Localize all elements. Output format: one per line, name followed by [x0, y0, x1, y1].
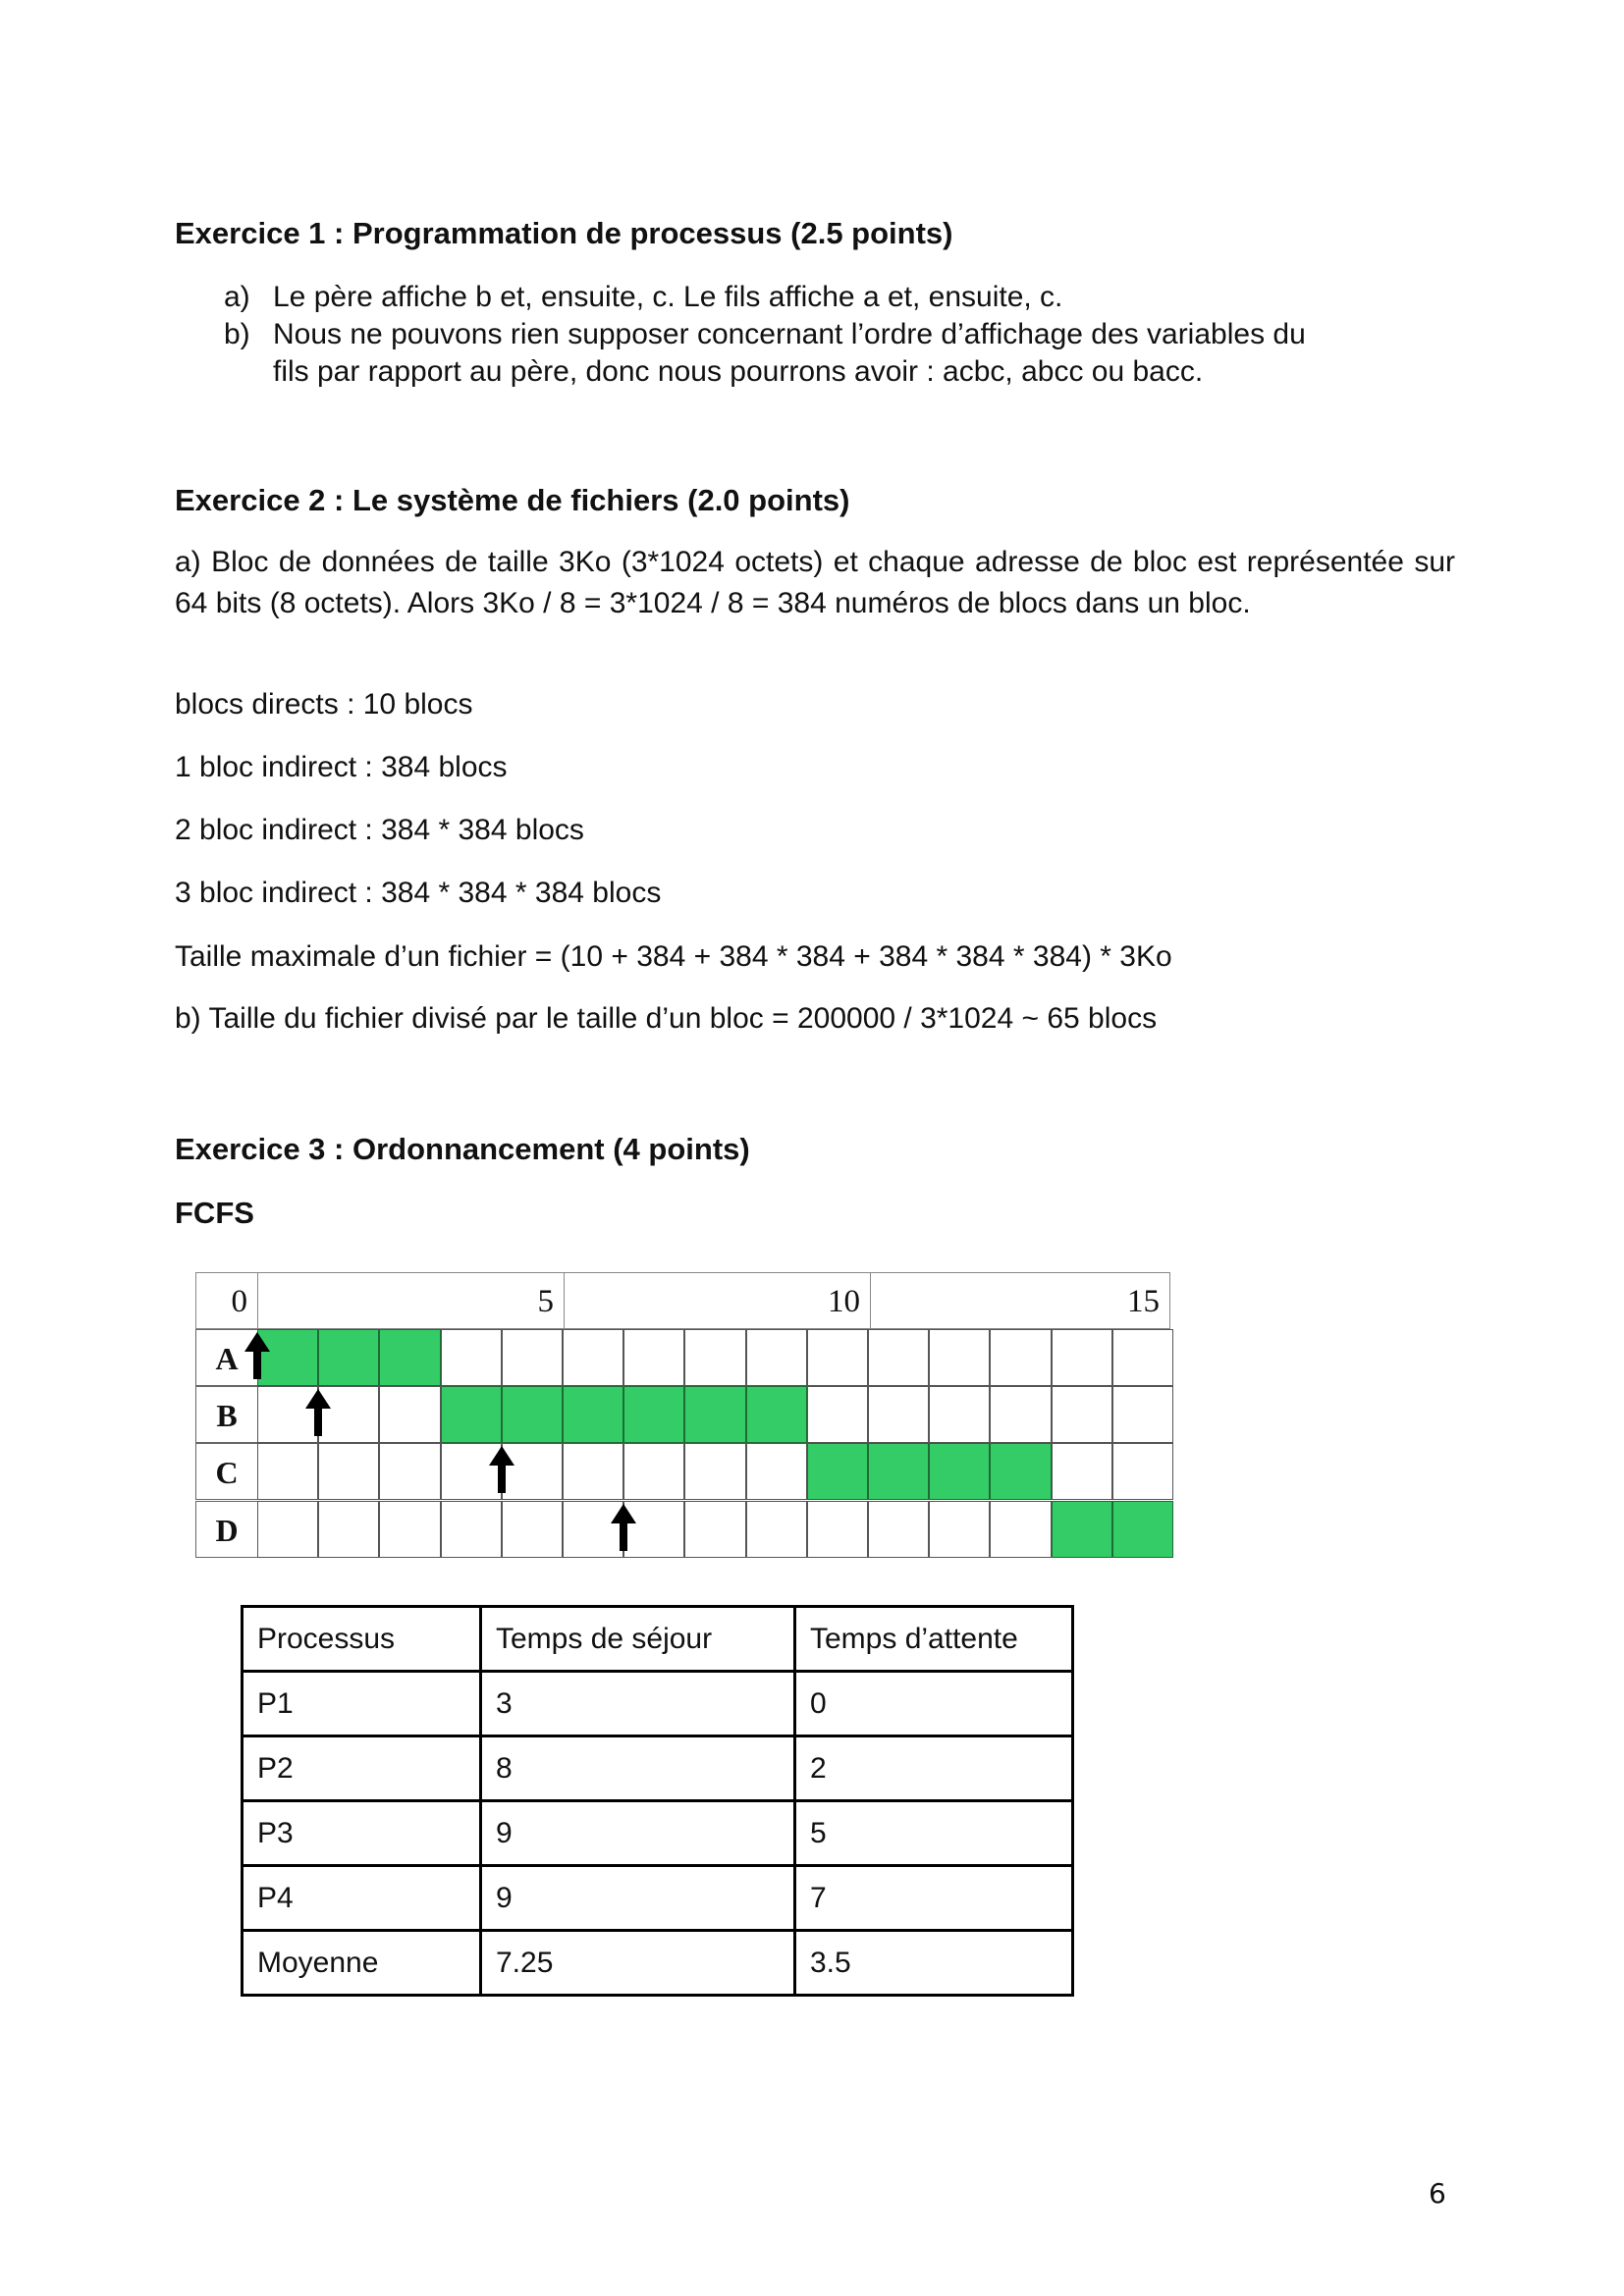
- table-cell: P1: [243, 1672, 481, 1736]
- gantt-cell: [1052, 1443, 1112, 1500]
- gantt-cell: [441, 1329, 502, 1386]
- gantt-cell: [807, 1329, 868, 1386]
- gantt-cell-running: [563, 1386, 623, 1443]
- table-row: [243, 1801, 1073, 1866]
- gantt-cell: [257, 1443, 318, 1500]
- process-label-c: C: [195, 1443, 258, 1500]
- list-marker: a): [224, 281, 250, 313]
- column-header: Temps d’attente: [795, 1607, 1073, 1672]
- answer-b: [224, 316, 1461, 391]
- table-cell: 0: [795, 1672, 1073, 1736]
- gantt-cell: [746, 1501, 807, 1558]
- page-number: 6: [1429, 2177, 1446, 2210]
- time-tick-15: 15: [870, 1272, 1170, 1329]
- gantt-cell: [623, 1443, 684, 1500]
- gantt-cell: [929, 1501, 990, 1558]
- gantt-cell: [746, 1329, 807, 1386]
- table-cell: P2: [243, 1736, 481, 1801]
- table-row: [243, 1736, 1073, 1801]
- time-tick-10: 10: [564, 1272, 871, 1329]
- single-indirect-line: 1 bloc indirect : 384 blocs: [175, 751, 508, 783]
- gantt-cell: [502, 1501, 563, 1558]
- gantt-cell: [929, 1329, 990, 1386]
- gantt-cell-running: [623, 1386, 684, 1443]
- gantt-cell: [990, 1329, 1051, 1386]
- direct-blocks-line: blocs directs : 10 blocs: [175, 688, 473, 721]
- gantt-cell: [868, 1329, 929, 1386]
- gantt-cell: [1052, 1329, 1112, 1386]
- gantt-cell: [868, 1501, 929, 1558]
- table-cell: 3.5: [795, 1931, 1073, 1996]
- table-cell: Moyenne: [243, 1931, 481, 1996]
- exercise-3-heading: Exercice 3 : Ordonnancement (4 points): [175, 1132, 750, 1166]
- gantt-cell: [1112, 1443, 1173, 1500]
- gantt-cell: [502, 1329, 563, 1386]
- gantt-cell-running: [868, 1443, 929, 1500]
- fcfs-subheading: FCFS: [175, 1196, 254, 1230]
- fcfs-gantt-chart: [195, 1272, 1170, 1559]
- double-indirect-line: 2 bloc indirect : 384 * 384 blocs: [175, 814, 584, 846]
- gantt-cell-running: [441, 1386, 502, 1443]
- gantt-cell: [807, 1386, 868, 1443]
- table-row: [243, 1866, 1073, 1931]
- gantt-cell: [746, 1443, 807, 1500]
- gantt-cell: [990, 1386, 1051, 1443]
- gantt-cell: [257, 1501, 318, 1558]
- gantt-cell-running: [929, 1443, 990, 1500]
- arrival-arrow-icon: [611, 1504, 636, 1551]
- table-cell: 8: [481, 1736, 795, 1801]
- gantt-cell: [1112, 1329, 1173, 1386]
- process-label-d: D: [195, 1501, 258, 1558]
- gantt-cell: [318, 1501, 379, 1558]
- answer-b-line: b) Taille du fichier divisé par le taille d’un bloc = 200000 / 3*1024 ~ 65 blocs: [175, 1002, 1158, 1035]
- max-file-size-line: Taille maximale d’un fichier = (10 + 384 + 384 * 384 + 384 * 384 * 384) * 3Ko: [175, 940, 1172, 973]
- gantt-cell: [563, 1443, 623, 1500]
- answer-a: [224, 279, 1461, 316]
- table-cell: 3: [481, 1672, 795, 1736]
- fcfs-results-table: [241, 1605, 1074, 1997]
- gantt-cell: [807, 1501, 868, 1558]
- gantt-cell: [1112, 1386, 1173, 1443]
- gantt-cell: [1052, 1386, 1112, 1443]
- gantt-cell: [868, 1386, 929, 1443]
- exercise-2-heading: Exercice 2 : Le système de fichiers (2.0 points): [175, 483, 850, 517]
- gantt-cell: [990, 1501, 1051, 1558]
- table-row: [243, 1672, 1073, 1736]
- gantt-cell: [379, 1443, 440, 1500]
- gantt-cell-running: [318, 1329, 379, 1386]
- exercise-1-answers: [224, 279, 1461, 391]
- gantt-cell-running: [746, 1386, 807, 1443]
- arrival-arrow-icon: [244, 1332, 270, 1379]
- triple-indirect-line: 3 bloc indirect : 384 * 384 * 384 blocs: [175, 877, 662, 909]
- table-header-row: [243, 1607, 1073, 1672]
- gantt-cell: [623, 1329, 684, 1386]
- table-row-average: [243, 1931, 1073, 1996]
- process-label-b: B: [195, 1386, 258, 1443]
- table-cell: 2: [795, 1736, 1073, 1801]
- arrival-arrow-icon: [489, 1446, 514, 1493]
- gantt-cell: [379, 1386, 440, 1443]
- table-cell: 9: [481, 1866, 795, 1931]
- answer-text-line: fils par rapport au père, donc nous pourrons avoir : acbc, abcc ou bacc.: [273, 355, 1204, 388]
- table-cell: 7: [795, 1866, 1073, 1931]
- answer-text-line: Nous ne pouvons rien supposer concernant l’ordre d’affichage des variables du: [273, 318, 1306, 350]
- gantt-cell-running: [502, 1386, 563, 1443]
- table-cell: P3: [243, 1801, 481, 1866]
- gantt-cell: [441, 1501, 502, 1558]
- gantt-cell-running: [1112, 1501, 1173, 1558]
- process-label-a: A: [195, 1329, 258, 1386]
- list-marker: b): [224, 318, 250, 350]
- table-cell: 9: [481, 1801, 795, 1866]
- answer-text: Le père affiche b et, ensuite, c. Le fils affiche a et, ensuite, c.: [273, 281, 1063, 313]
- gantt-cell: [929, 1386, 990, 1443]
- arrival-arrow-icon: [305, 1389, 331, 1436]
- gantt-cell: [684, 1443, 745, 1500]
- gantt-cell-running: [990, 1443, 1051, 1500]
- gantt-cell: [684, 1501, 745, 1558]
- exercise-2-paragraph-a: a) Bloc de données de taille 3Ko (3*1024 octets) et chaque adresse de bloc est représentée sur 64 bits (8 octets). Alors 3Ko / 8 = 3*1024 / 8 = 384 numéros de blocs dans un bloc.: [175, 546, 1455, 619]
- gantt-cell: [318, 1443, 379, 1500]
- exercise-1-heading: Exercice 1 : Programmation de processus (2.5 points): [175, 216, 953, 250]
- table-cell: P4: [243, 1866, 481, 1931]
- table-cell: 5: [795, 1801, 1073, 1866]
- gantt-cell-running: [379, 1329, 440, 1386]
- time-tick-0: 0: [195, 1272, 258, 1329]
- gantt-cell-running: [1052, 1501, 1112, 1558]
- gantt-cell-running: [684, 1386, 745, 1443]
- column-header: Processus: [243, 1607, 481, 1672]
- gantt-cell: [684, 1329, 745, 1386]
- column-header: Temps de séjour: [481, 1607, 795, 1672]
- gantt-cell: [563, 1329, 623, 1386]
- time-tick-5: 5: [257, 1272, 565, 1329]
- table-cell: 7.25: [481, 1931, 795, 1996]
- gantt-cell: [379, 1501, 440, 1558]
- gantt-cell-running: [807, 1443, 868, 1500]
